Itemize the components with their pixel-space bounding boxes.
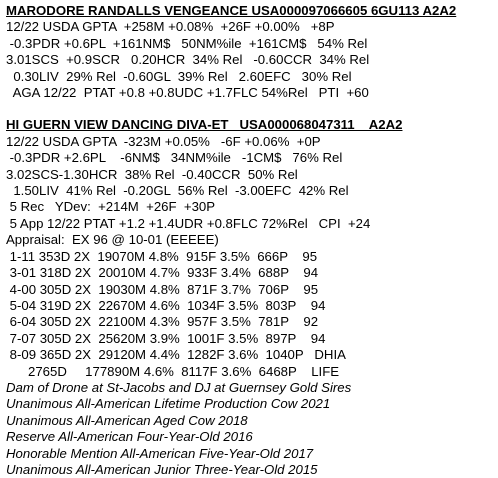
cow2-line: 1.50LIV 41% Rel -0.20GL 56% Rel -3.00EFC 42% Rel [6, 183, 349, 199]
honor-line-cut: Unanimous All-American Junior Three-Year-Old 2015 [6, 461, 318, 477]
cow1-heading: MARODORE RANDALLS VENGEANCE USA000097066605 6GU113 A2A2 [6, 3, 457, 18]
section-gap [6, 101, 498, 117]
cow2-line: 3.02SCS-1.30HCR 38% Rel -0.40CCR 50% Rel [6, 166, 298, 182]
record-row: 4-00 305D 2X 19030M 4.8% 871F 3.7% 706P 95 [6, 281, 319, 297]
cow2-line: -0.3PDR +2.6PL -6NM$ 34NM%ile -1CM$ 76% Rel [6, 150, 343, 166]
cow1-line: -0.3PDR +0.6PL +161NM$ 50NM%ile +161CM$ 54% Rel [6, 35, 368, 51]
cow1-line: AGA 12/22 PTAT +0.8 +0.8UDC +1.7FLC 54%Rel PTI +60 [6, 85, 369, 101]
record-row: 1-11 353D 2X 19070M 4.8% 915F 3.5% 666P 95 [6, 248, 318, 264]
honor-line: Dam of Drone at St-Jacobs and DJ at Guernsey Gold Sires [6, 379, 352, 395]
record-row: 8-09 365D 2X 29120M 4.4% 1282F 3.6% 1040P DHIA [6, 347, 346, 363]
lifetime-row: 2765D 177890M 4.6% 8117F 3.6% 6468P LIFE [6, 363, 340, 379]
honor-line: Honorable Mention All-American Five-Year-Old 2017 [6, 445, 314, 461]
record-row: 3-01 318D 2X 20010M 4.7% 933F 3.4% 688P 94 [6, 265, 319, 281]
cow2-line: 5 App 12/22 PTAT +1.2 +1.4UDR +0.8FLC 72%Rel CPI +24 [6, 215, 371, 231]
appraisal-line: Appraisal: EX 96 @ 10-01 (EEEEE) [6, 232, 219, 248]
record-row: 7-07 305D 2X 25620M 3.9% 1001F 3.5% 897P 94 [6, 330, 326, 346]
cow1-line: 12/22 USDA GPTA +258M +0.08% +26F +0.00% +8P [6, 19, 335, 35]
cow2-line: 12/22 USDA GPTA -323M +0.05% -6F +0.06% +0P [6, 133, 321, 149]
honor-line: Unanimous All-American Aged Cow 2018 [6, 412, 248, 428]
cow2-line: 5 Rec YDev: +214M +26F +30P [6, 199, 216, 215]
cow2-heading: HI GUERN VIEW DANCING DIVA-ET USA000068047311 A2A2 [6, 117, 403, 133]
honor-line: Reserve All-American Four-Year-Old 2016 [6, 429, 253, 445]
cow1-line: 3.01SCS +0.9SCR 0.20HCR 34% Rel -0.60CCR 34% Rel [6, 52, 370, 68]
honor-line: Unanimous All-American Lifetime Production Cow 2021 [6, 396, 331, 412]
record-row: 5-04 319D 2X 22670M 4.6% 1034F 3.5% 803P 94 [6, 297, 326, 313]
record-row: 6-04 305D 2X 22100M 4.3% 957F 3.5% 781P 92 [6, 314, 319, 330]
cow1-line: 0.30LIV 29% Rel -0.60GL 39% Rel 2.60EFC 30% Rel [6, 68, 352, 84]
